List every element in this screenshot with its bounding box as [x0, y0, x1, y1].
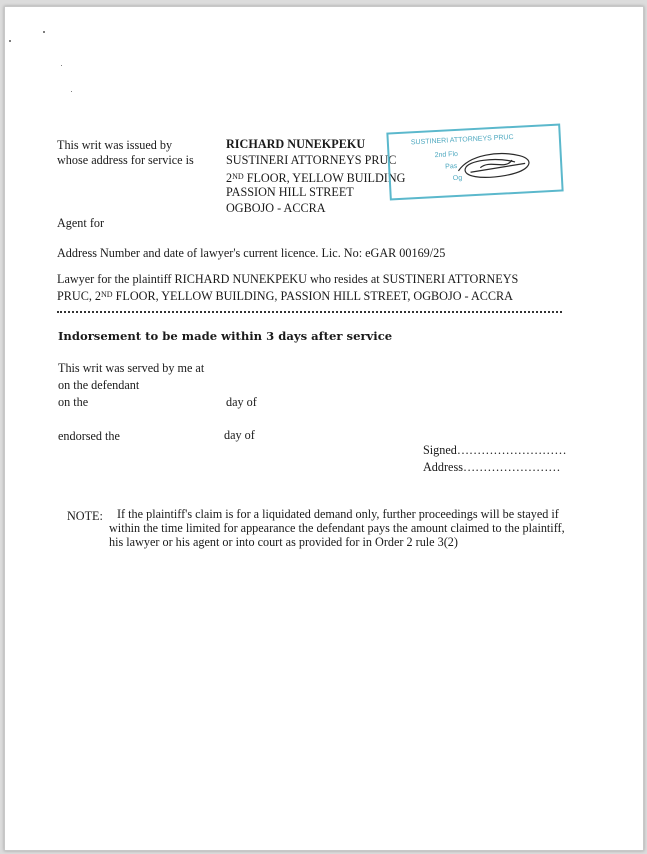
issued-by-label: This writ was issued by — [57, 138, 173, 152]
scan-speck — [43, 31, 45, 33]
note-label: NOTE: — [67, 509, 103, 523]
address-line-4: OGBOJO - ACCRA — [226, 201, 326, 215]
address-for-service-label: whose address for service is — [57, 153, 194, 167]
address-line-2: 2ND FLOOR, YELLOW BUILDING — [226, 171, 406, 185]
endorsed-the-label: endorsed the — [58, 429, 120, 443]
firm-stamp: SUSTINERI ATTORNEYS PRUC 2nd Flo Pas Og — [386, 123, 563, 200]
signature-icon — [449, 147, 541, 184]
indorsement-heading: Indorsement to be made within 3 days after service — [58, 329, 393, 343]
address-line-1: SUSTINERI ATTORNEYS PRUC — [226, 153, 397, 167]
address-line-3: PASSION HILL STREET — [226, 185, 354, 199]
signed-line: Signed……………………… — [423, 443, 567, 457]
day-of-label: day of — [224, 428, 255, 442]
day-of-label: day of — [226, 395, 257, 409]
address-line: Address…………………… — [423, 460, 561, 474]
licence-line: Address Number and date of lawyer's current licence. Lic. No: eGAR 00169/25 — [57, 246, 446, 260]
scan-speck — [9, 40, 11, 42]
scan-speck — [61, 65, 62, 66]
issuer-name: RICHARD NUNEKPEKU — [226, 137, 366, 151]
lawyer-line-2: PRUC, 2ND FLOOR, YELLOW BUILDING, PASSION HILL STREET, OGBOJO - ACCRA — [57, 289, 513, 303]
document-page — [4, 6, 644, 851]
dotted-separator — [57, 307, 562, 313]
lawyer-line-1: Lawyer for the plaintiff RICHARD NUNEKPEKU who resides at SUSTINERI ATTORNEYS — [57, 272, 519, 286]
agent-for-label: Agent for — [57, 216, 105, 230]
note-text: If the plaintiff's claim is for a liquidated demand only, further proceedings will be stayed if within the time limited for appearance the defendant pays the amount claimed to the plaintiff, his lawyer or his agent or into court as provided for in Order 2 rule 3(2) — [109, 507, 565, 550]
on-the-label: on the — [58, 395, 89, 409]
on-defendant-label: on the defendant — [58, 378, 140, 392]
scan-speck — [71, 91, 72, 92]
served-by-label: This writ was served by me at — [58, 361, 205, 375]
